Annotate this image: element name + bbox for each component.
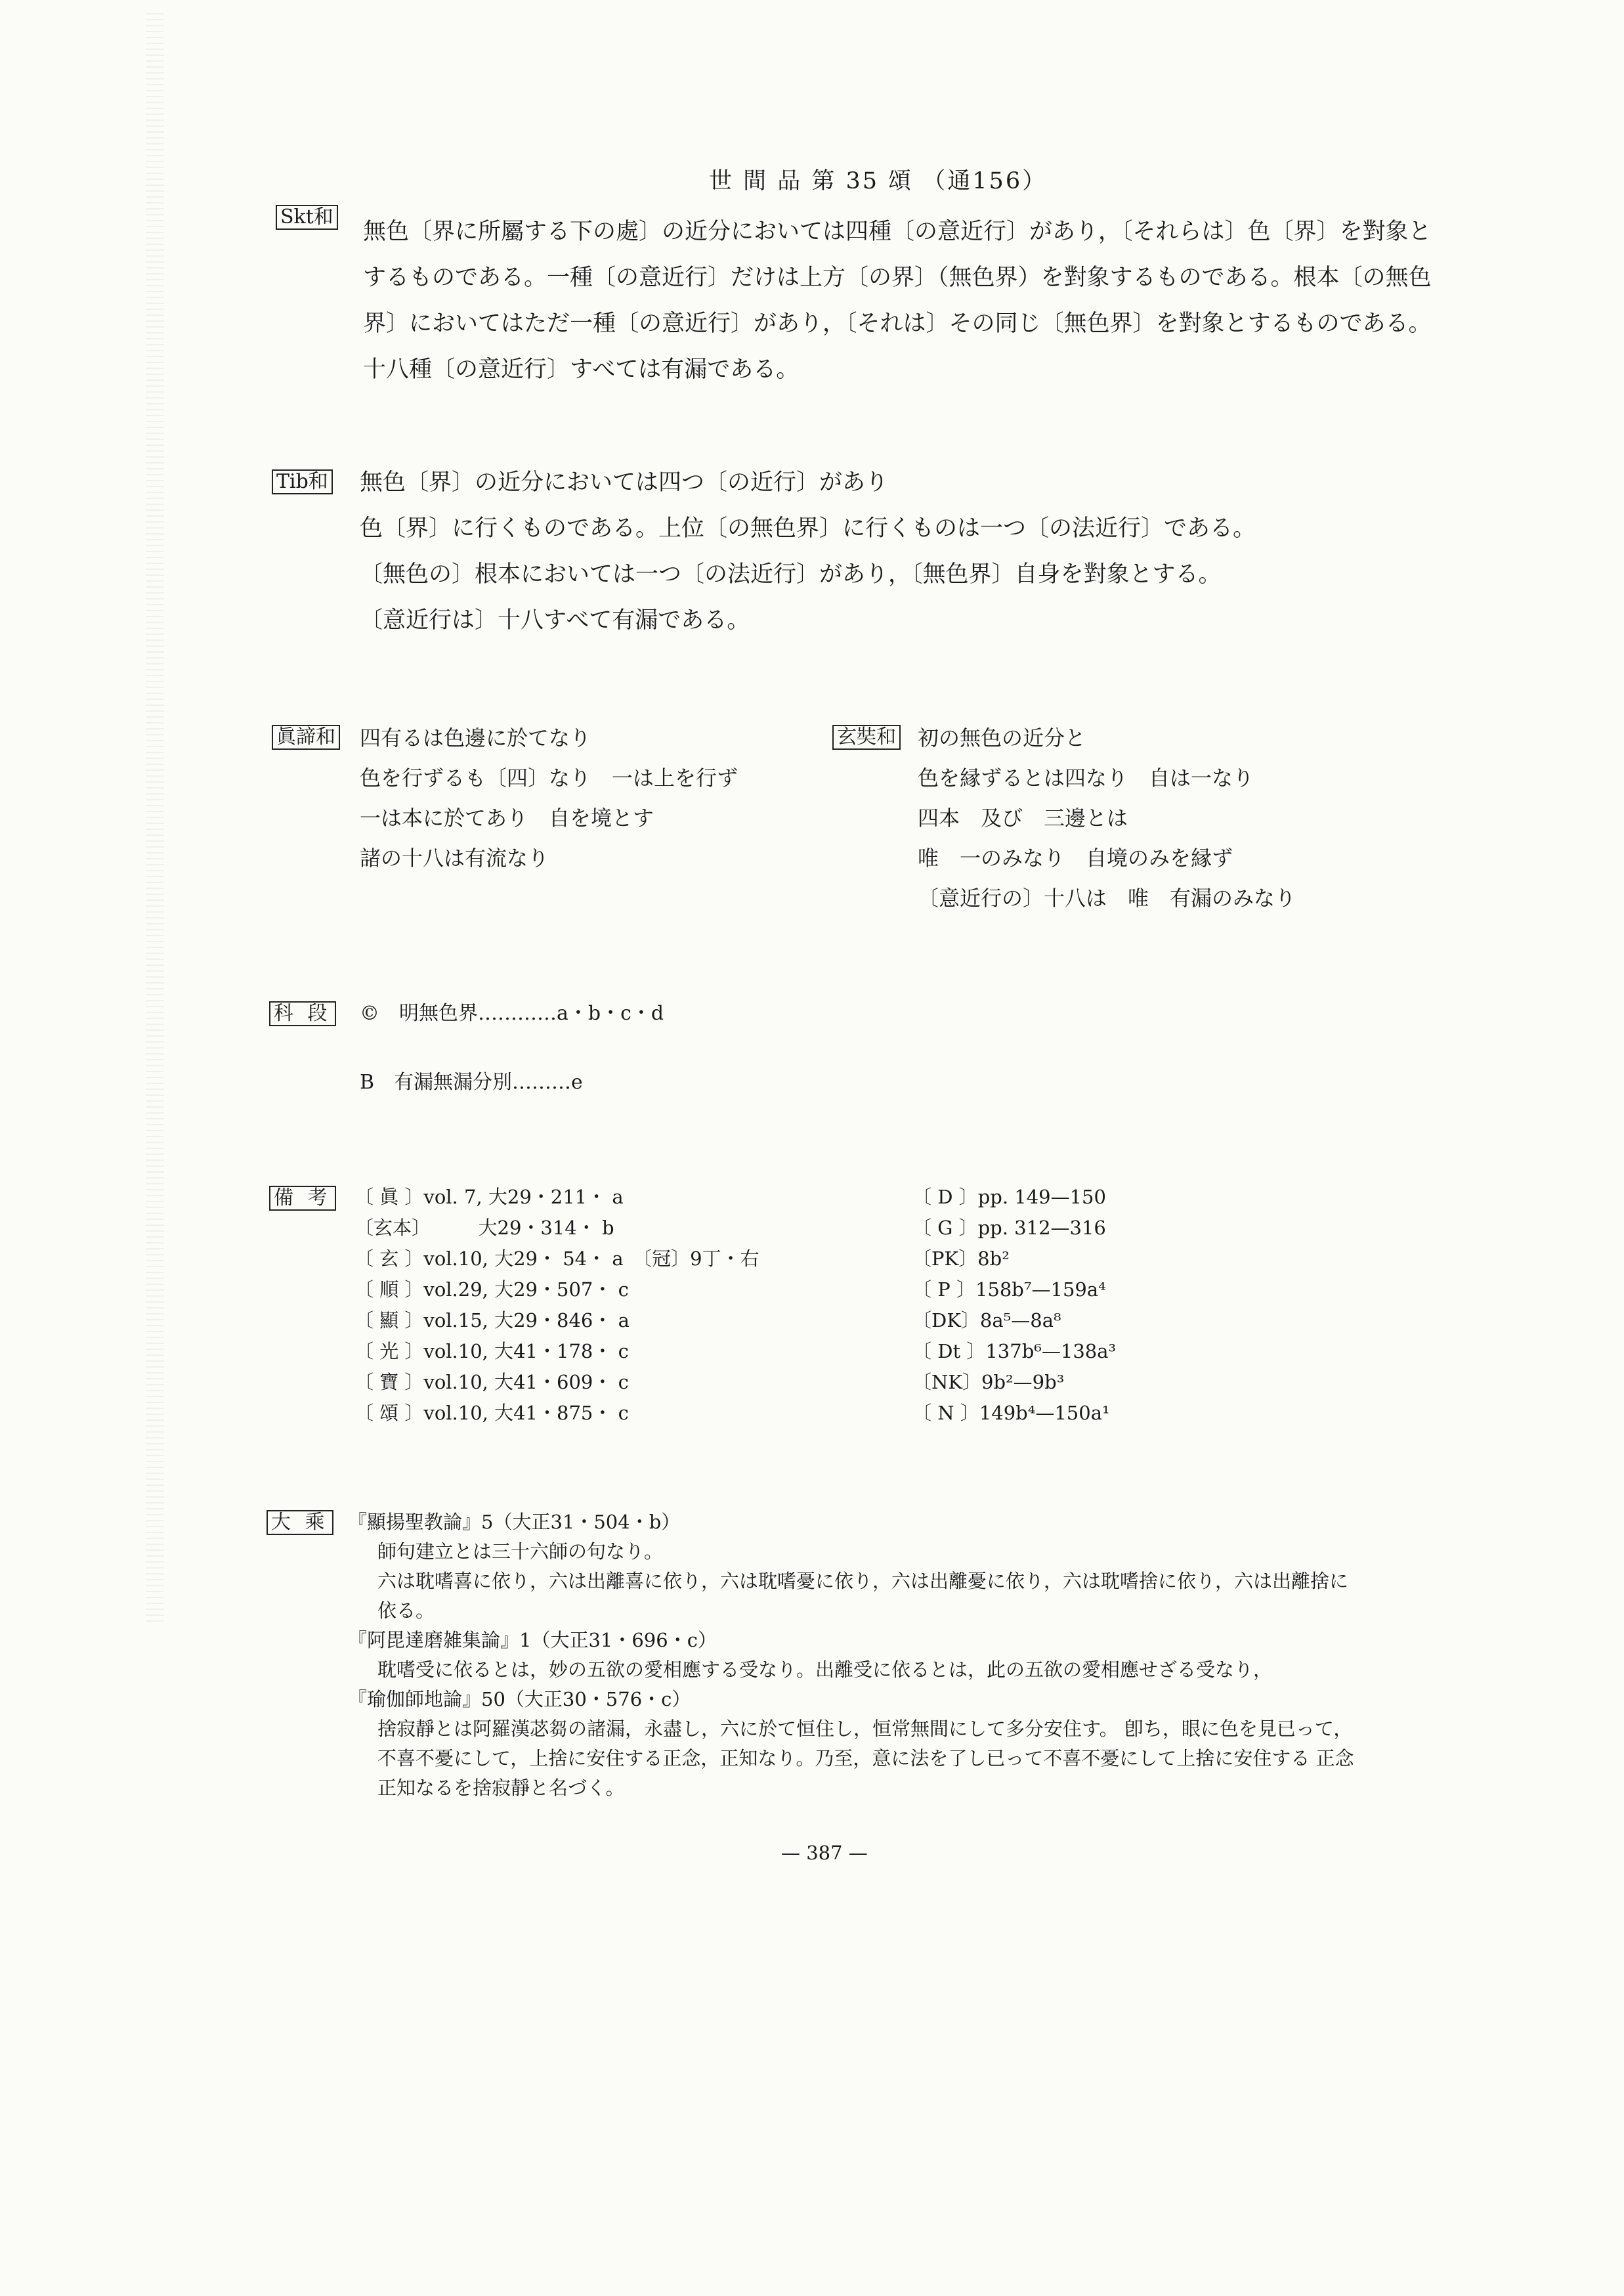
- reference-row: 〔 G 〕pp. 312—316: [912, 1217, 1106, 1239]
- text-line: 〔無色の〕根本においては一つ〔の法近行〕があり，〔無色界〕自身を對象とする。: [360, 561, 1222, 588]
- reference-row: 〔 P 〕158b⁷—159a⁴: [912, 1278, 1106, 1301]
- reference-row: 〔NK〕9b²—9b³: [912, 1371, 1065, 1393]
- verse-line: 〔意近行の〕十八は 唯 有漏のみなり: [918, 886, 1296, 911]
- verse-line: 一は本に於てあり 自を境とす: [360, 806, 654, 831]
- citation-text: 耽嗜受に依るとは，妙の五欲の愛相應する受なり。出離受に依るとは，此の五欲の愛相應せざる受なり，: [377, 1658, 1273, 1681]
- skt-tag: Skt和: [276, 205, 338, 230]
- citation-text: 不喜不憂にして，上捨に安住する正念，正知なり。乃至，意に法を了し已って不喜不憂にして上捨に安住する 正念: [377, 1747, 1354, 1769]
- reference-row: 〔 順 〕vol.29, 大29・507・ c: [354, 1278, 629, 1301]
- text-line: 色〔界〕に行くものである。上位〔の無色界〕に行くものは一つ〔の法近行〕である。: [360, 515, 1256, 542]
- reference-row: 〔PK〕8b²: [912, 1247, 1010, 1270]
- reference-row: 〔 Dt 〕137b⁶—138a³: [912, 1340, 1117, 1362]
- text-line: 〔意近行は〕十八すべて有漏である。: [360, 607, 750, 634]
- verse-line: 色を縁ずるとは四なり 自は一なり: [918, 766, 1254, 791]
- kadan-outline-1: © 明無色界…………a・b・c・d: [360, 1002, 664, 1025]
- citation-text: 正知なるを捨寂靜と名づく。: [377, 1777, 625, 1799]
- tib-tag: Tib和: [272, 469, 333, 494]
- text-line: 界〕においてはただ一種〔の意近行〕があり，〔それは〕その同じ〔無色界〕を對象とするものである。: [363, 311, 1432, 337]
- verse-line: 色を行ずるも〔四〕なり 一は上を行ず: [360, 766, 738, 791]
- reference-row: 〔DK〕8a⁵—8a⁸: [912, 1309, 1061, 1332]
- verse-line: 四有るは色邊に於てなり: [360, 726, 591, 750]
- reference-row: 〔 光 〕vol.10, 大41・178・ c: [354, 1340, 629, 1362]
- verse-line: 初の無色の近分と: [918, 726, 1086, 750]
- reference-row: 〔 寶 〕vol.10, 大41・609・ c: [354, 1371, 629, 1393]
- shindai-tag: 眞諦和: [272, 725, 340, 750]
- kadan-outline-2: B 有漏無漏分別………e: [360, 1071, 583, 1094]
- reference-row: 〔 頌 〕vol.10, 大41・875・ c: [354, 1402, 629, 1424]
- genjo-tag: 玄奘和: [832, 725, 901, 750]
- citation-text: 捨寂靜とは阿羅漢苾芻の諸漏，永盡し，六に於て恒住し，恒常無間にして多分安住す。 卽ち，眼に色を見已って，: [377, 1718, 1353, 1740]
- citation-heading: 『阿毘達磨雑集論』1（大正31・696・c）: [348, 1629, 717, 1651]
- text-line: 十八種〔の意近行〕すべては有漏である。: [363, 357, 800, 383]
- reference-row: 〔 D 〕pp. 149—150: [912, 1186, 1106, 1208]
- text-line: 無色〔界に所屬する下の處〕の近分においては四種〔の意近行〕があり，〔それらは〕色〔界〕を對象と: [363, 219, 1432, 245]
- reference-row: 〔 玄 〕vol.10, 大29・ 54・ a 〔冠〕9丁・右: [354, 1247, 759, 1270]
- verse-line: 四本 及び 三邊とは: [918, 806, 1128, 831]
- reference-row: 〔 顯 〕vol.15, 大29・846・ a: [354, 1309, 630, 1332]
- genjo-verse: [918, 718, 1296, 919]
- citation-text: 依る。: [377, 1599, 435, 1622]
- biko-references-left: [354, 1182, 759, 1429]
- page-number: — 387 —: [781, 1842, 868, 1864]
- verse-line: 唯 一のみなり 自境のみを縁ず: [918, 846, 1233, 871]
- reference-row: 〔 眞 〕vol. 7, 大29・211・ a: [354, 1186, 624, 1208]
- page-title: 世 間 品 第 35 頌 （通156）: [709, 168, 1048, 194]
- biko-references-right: [912, 1182, 1116, 1429]
- kadan-tag: 科 段: [269, 1001, 336, 1026]
- text-line: するものである。一種〔の意近行〕だけは上方〔の界〕（無色界）を對象するものである。根本〔の無色: [363, 265, 1432, 291]
- shindai-verse: [360, 718, 738, 878]
- verse-line: 諸の十八は有流なり: [360, 846, 549, 871]
- text-line: 無色〔界〕の近分においては四つ〔の近行〕があり: [360, 469, 889, 496]
- skt-translation: [363, 209, 1432, 393]
- daijo-tag: 大 乘: [267, 1510, 333, 1535]
- tib-translation: [360, 460, 1256, 643]
- reference-row: 〔玄本〕 大29・314・ b: [354, 1217, 614, 1239]
- citation-text: 六は耽嗜喜に依り，六は出離喜に依り，六は耽嗜憂に依り，六は出離憂に依り，六は耽嗜捨に依り，六は出離捨に: [377, 1570, 1349, 1592]
- reference-row: 〔 N 〕149b⁴—150a¹: [912, 1402, 1110, 1424]
- citation-text: 師句建立とは三十六師の句なり。: [377, 1540, 664, 1563]
- citation-heading: 『顯揚聖教論』5（大正31・504・b）: [348, 1511, 681, 1533]
- scan-edge-noise: [146, 13, 164, 1622]
- biko-tag: 備 考: [269, 1186, 336, 1211]
- daijo-citations: [348, 1507, 1354, 1803]
- citation-heading: 『瑜伽師地論』50（大正30・576・c）: [348, 1688, 691, 1710]
